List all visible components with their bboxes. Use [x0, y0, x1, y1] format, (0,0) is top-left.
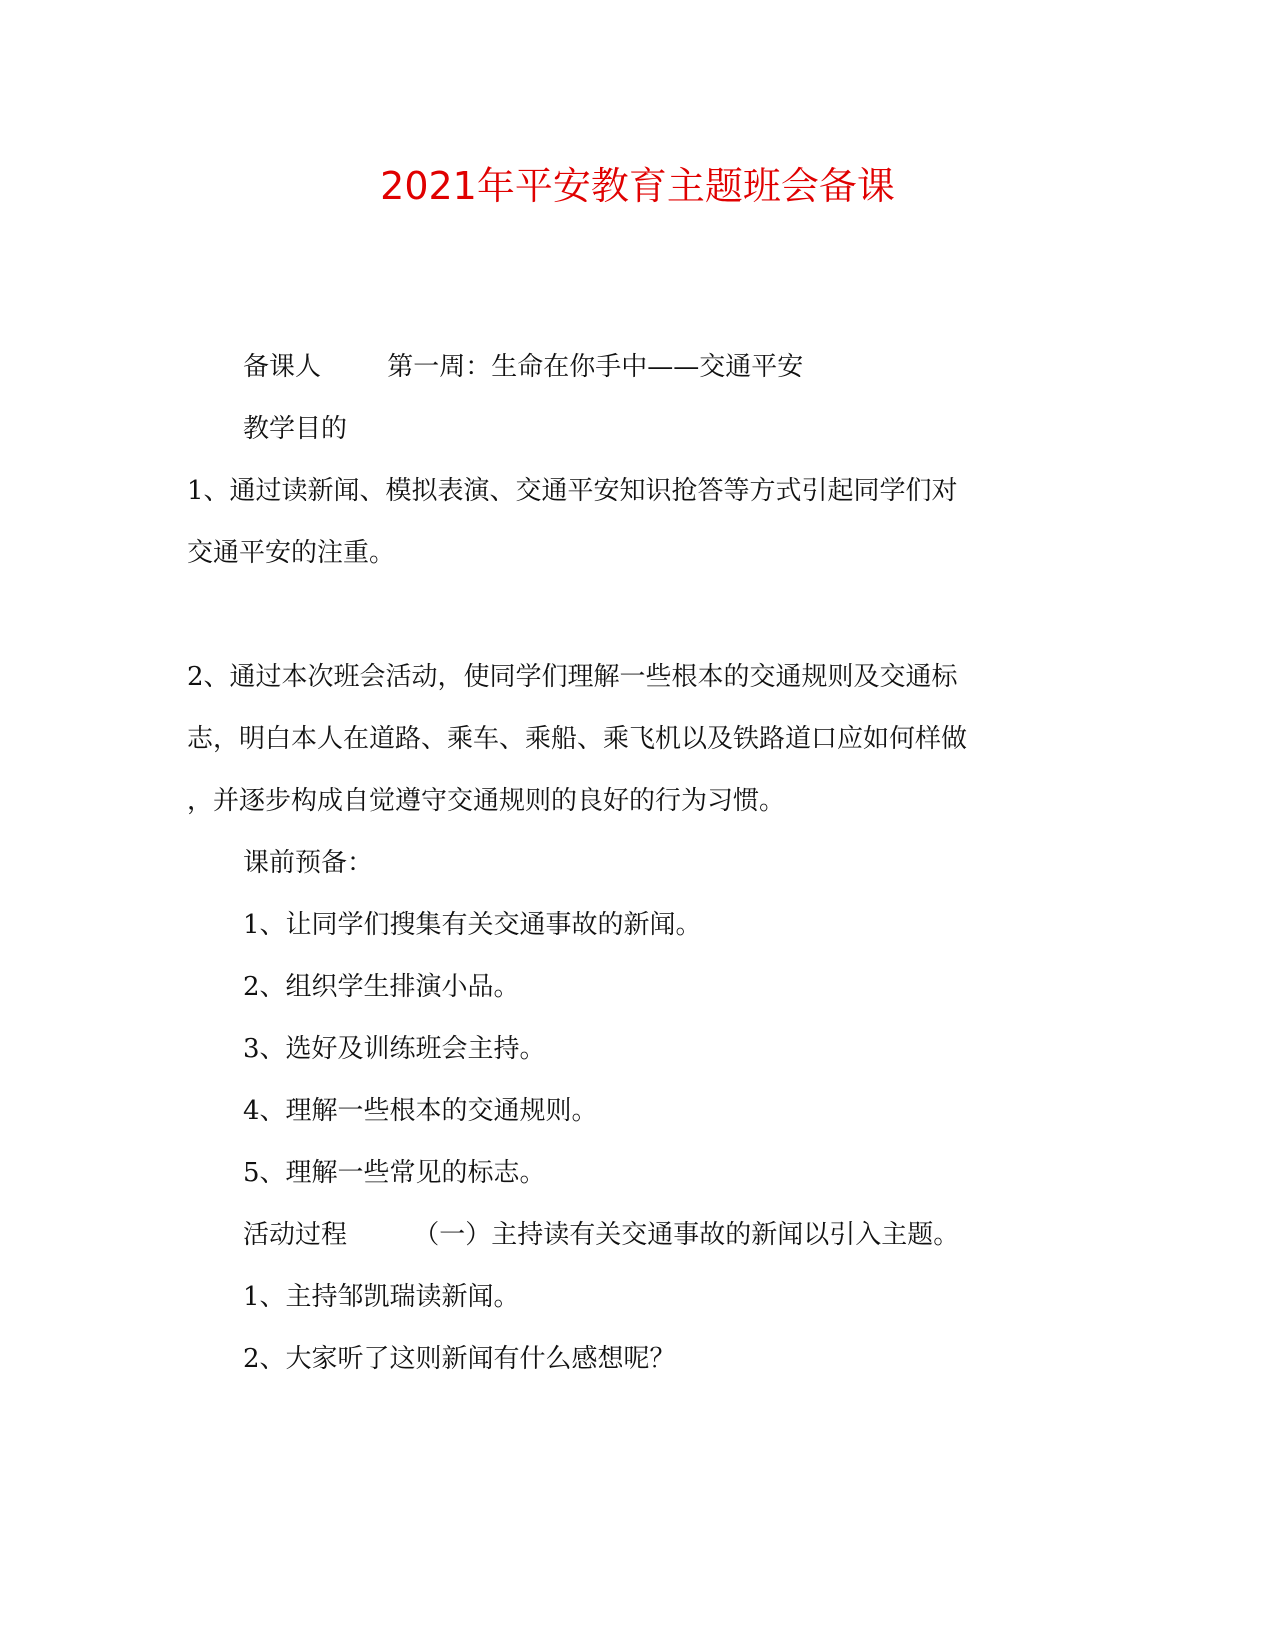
process-line — [243, 1218, 959, 1252]
week-topic: 第一周：生命在你手中——交通平安 — [387, 352, 804, 382]
process-label: 活动过程 — [243, 1220, 348, 1250]
prep-item: 1、让同学们搜集有关交通事故的新闻。 — [243, 910, 702, 940]
objective-2-line-3: ，并逐步构成自觉遵守交通规则的良好的行为习惯。 — [187, 786, 786, 816]
prep-item: 5、理解一些常见的标志。 — [243, 1158, 546, 1188]
prep-item: 3、选好及训练班会主持。 — [243, 1034, 546, 1064]
objective-1-line-1: 1、通过读新闻、模拟表演、交通平安知识抢答等方式引起同学们对 — [187, 476, 958, 506]
objective-2-line-1: 2、通过本次班会活动，使同学们理解一些根本的交通规则及交通标 — [187, 662, 958, 692]
prep-item: 4、理解一些根本的交通规则。 — [243, 1096, 598, 1126]
objective-2-line-2: 志，明白本人在道路、乘车、乘船、乘飞机以及铁路道口应如何样做 — [187, 724, 968, 754]
process-item: 2、大家听了这则新闻有什么感想呢？ — [243, 1344, 676, 1374]
prep-item: 2、组织学生排演小品。 — [243, 972, 520, 1002]
prep-heading: 课前预备： — [243, 848, 374, 878]
header-line — [243, 350, 803, 384]
objective-heading: 教学目的 — [243, 414, 348, 444]
process-step: （一）主持读有关交通事故的新闻以引入主题。 — [413, 1220, 960, 1250]
objective-1-line-2: 交通平安的注重。 — [187, 538, 396, 568]
document-title: 2021年平安教育主题班会备课 — [380, 164, 895, 208]
preparer-label: 备课人 — [243, 352, 322, 382]
process-item: 1、主持邹凯瑞读新闻。 — [243, 1282, 520, 1312]
